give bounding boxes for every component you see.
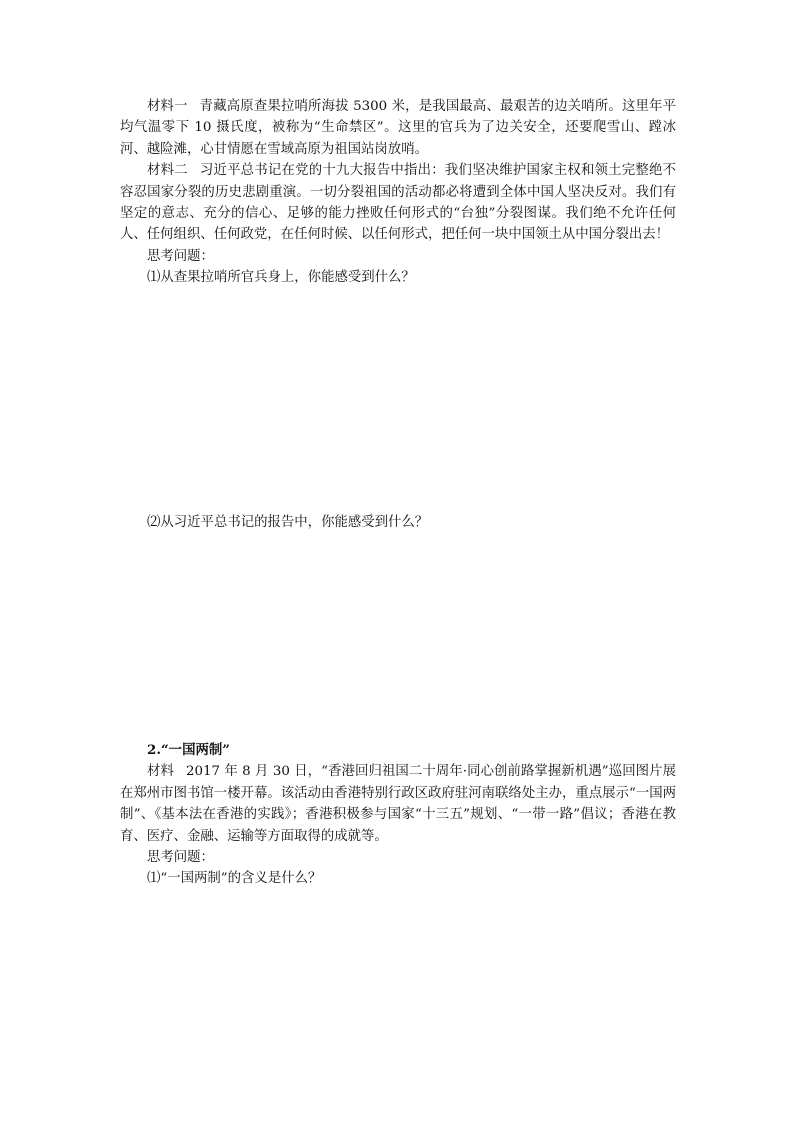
material-2-label: 材料二 — [147, 163, 188, 179]
section-2-material-text: 2017 年 8 月 30 日，“香港回归祖国二十周年·同心创前路掌握新机遇”巡回图片展在郑州市图书馆一楼开幕。该活动由香港特别行政区政府驻河南联络处主办，重点展示“一国两制”、《基本法在香港的实践》；香港积极参与国家“十三五”规划、“一带一路”倡议；香港在教育、医疗、金融、运输等方面取得的成就等。 — [120, 764, 677, 844]
section-2-material-paragraph — [120, 761, 676, 847]
questions-label-2: 思考问题： — [147, 850, 214, 866]
section-2-number: 2. — [147, 742, 161, 758]
section-1-question-2 — [120, 512, 676, 533]
questions-label-1: 思考问题： — [147, 248, 214, 264]
material-2-text: 习近平总书记在党的十九大报告中指出：我们坚决维护国家主权和领土完整绝不容忍国家分裂的历史悲剧重演。一切分裂祖国的活动都必将遭到全体中国人坚决反对。我们有坚定的意志、充分的信心、足够的能力挫败任何形式的“台独”分裂图谋。我们绝不允许任何人、任何组织、任何政党，在任何时候、以任何形式，把任何一块中国领土从中国分裂出去！ — [120, 163, 677, 243]
question-1-2: ⑵从习近平总书记的报告中，你能感受到什么？ — [147, 515, 429, 530]
material-1-text: 青藏高原查果拉哨所海拔 5300 米，是我国最高、最艰苦的边关哨所。这里年平均气温零下 10 摄氏度，被称为“生命禁区”。这里的官兵为了边关安全，还要爬雪山、蹚冰河、越险滩，心甘情愿在雪域高原为祖国站岗放哨。 — [120, 99, 677, 157]
material-1-paragraph — [120, 96, 676, 160]
section-2 — [120, 740, 676, 890]
section-2-material-label: 材料 — [147, 764, 174, 780]
material-1-label: 材料一 — [147, 99, 188, 114]
section-2-heading — [120, 740, 676, 761]
question-1-1: ⑴从查果拉哨所官兵身上，你能感受到什么？ — [147, 270, 415, 286]
section-1-materials — [120, 96, 676, 289]
material-2-paragraph — [120, 160, 676, 246]
section-2-title: “一国两制” — [160, 742, 230, 758]
question-2-1: ⑴“一国两制”的含义是什么？ — [147, 871, 322, 887]
